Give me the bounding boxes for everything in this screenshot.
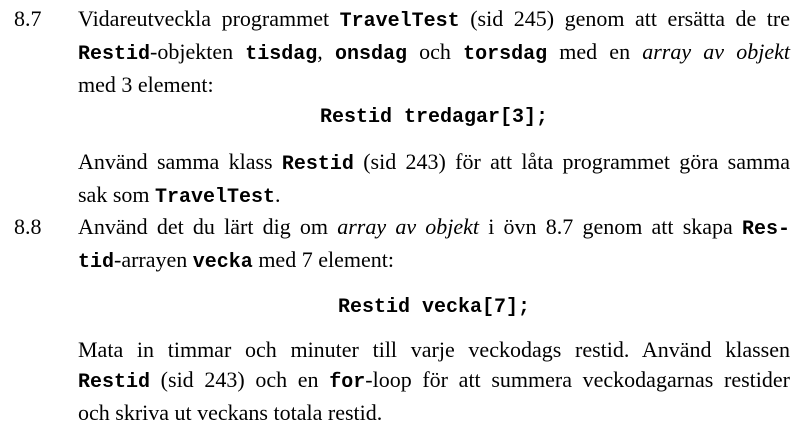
text: . [275, 182, 281, 207]
code-text: tisdag [245, 43, 318, 66]
paragraph-line [78, 365, 790, 398]
italic-text: array av objekt [337, 214, 480, 239]
paragraph-line [78, 398, 790, 428]
text: i övn 8.7 genom att skapa [479, 214, 742, 239]
paragraph-line [78, 37, 790, 70]
text: -arrayen [114, 247, 193, 272]
paragraph-line [78, 180, 790, 213]
code-text: Restid vecka[7]; [337, 296, 531, 319]
code-text: vecka [192, 251, 253, 274]
code-text: Restid [78, 371, 151, 394]
paragraph-line [78, 147, 790, 180]
exercise-number: 8.8 [14, 214, 42, 239]
paragraph-line [78, 245, 790, 278]
text: med 7 element: [252, 247, 394, 272]
code-text: Restid [78, 43, 151, 66]
code-text: TravelTest [339, 10, 460, 33]
code-text: tid [78, 251, 115, 274]
code-text: onsdag [334, 43, 407, 66]
code-text: Restid tredagar[3]; [319, 106, 549, 129]
italic-text: array av objekt [642, 39, 790, 64]
text: -objekten [150, 39, 246, 64]
text: -loop för att summera veckodagarnas restider [365, 367, 791, 392]
code-line [78, 290, 790, 323]
exercise-body [78, 212, 790, 428]
exercise-number: 8.7 [14, 6, 42, 31]
text: med en [547, 39, 643, 64]
code-text: torsdag [463, 43, 548, 66]
paragraph-line [78, 212, 790, 245]
text: sak som [78, 182, 155, 207]
text: Använd samma klass [78, 149, 282, 174]
paragraph-line [78, 4, 790, 37]
text: Vidareutveckla programmet [78, 6, 340, 31]
code-line [78, 100, 790, 133]
code-text: for [329, 371, 366, 394]
text: och [406, 39, 464, 64]
text: Mata in timmar och minuter till varje veckodags restid. Använd klassen [78, 337, 790, 362]
text: (sid 243) för att låta programmet göra samma [353, 149, 790, 174]
text: och skriva ut veckans totala restid. [78, 400, 383, 425]
text: (sid 245) genom att ersätta de tre [459, 6, 790, 31]
text: Använd det du lärt dig om [78, 214, 338, 239]
paragraph-line [78, 335, 790, 365]
text: (sid 243) och en [150, 367, 330, 392]
code-text: TravelTest [155, 186, 276, 209]
text: med 3 element: [78, 72, 214, 97]
exercise-body [78, 4, 790, 213]
code-text: Restid [281, 153, 354, 176]
text: , [317, 39, 335, 64]
paragraph-line [78, 70, 790, 100]
code-text: Res- [741, 218, 790, 241]
